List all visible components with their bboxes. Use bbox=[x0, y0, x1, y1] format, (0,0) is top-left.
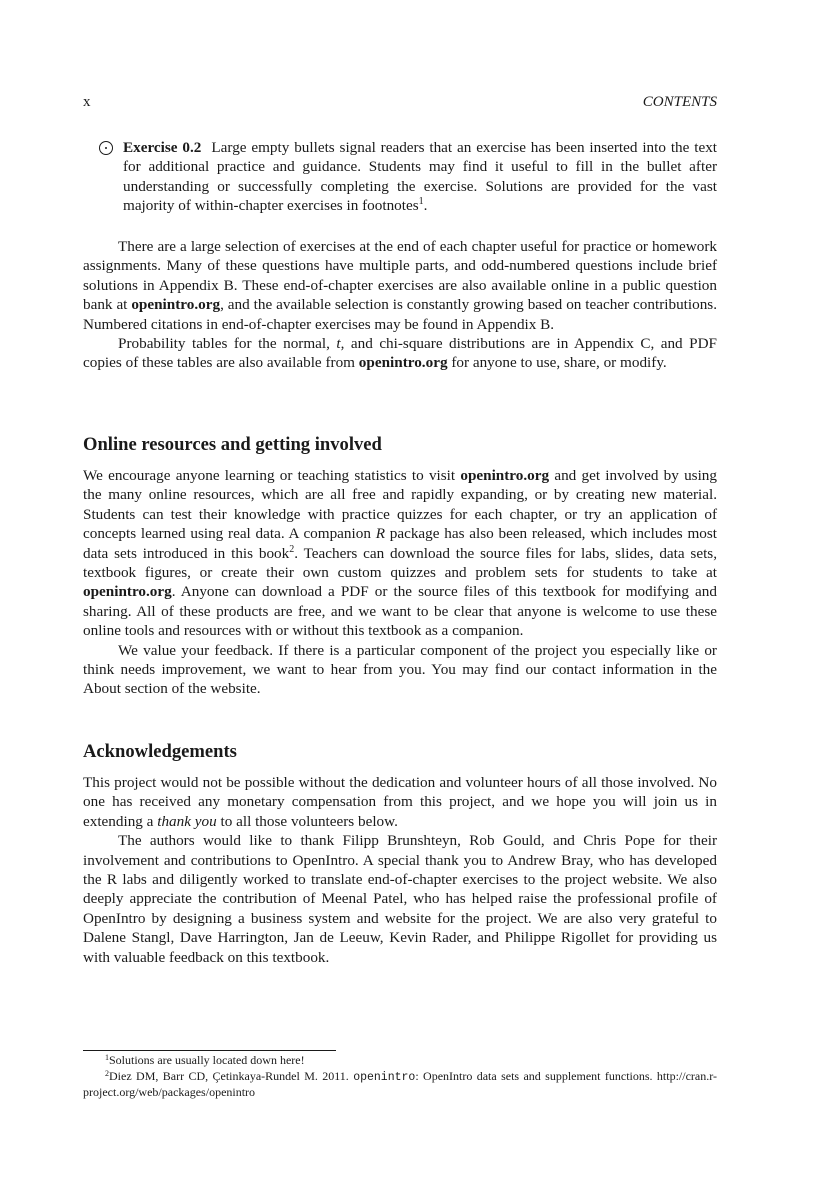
openintro-link[interactable]: openintro.org bbox=[460, 467, 550, 484]
text-run: and get involved by using the many online resources, which are all free and rapidly expanding, or by creating new material. Students can test their knowledge with practice quizzes for each chapter, or try an application of concepts learned using real data. A companion bbox=[83, 467, 717, 543]
section-heading-online-resources: Online resources and getting involved bbox=[83, 434, 382, 455]
paragraph bbox=[83, 334, 717, 373]
exercise-text-end: . bbox=[423, 197, 428, 215]
exercise-text: Large empty bullets signal readers that an exercise has been inserted into the text for additional practice and guidance. Students may find it useful to fill in the bullet after understanding or successfully completing the exercise. Solutions are provided for the vast majority of within-chapter exercises in footnotes bbox=[123, 139, 718, 215]
emphasis: thank you bbox=[157, 812, 217, 830]
text-run: , and chi-square distributions are in Appendix C, and PDF copies of these tables are also available from bbox=[83, 335, 717, 372]
openintro-link[interactable]: openintro.org bbox=[358, 354, 448, 372]
exercise-body bbox=[123, 138, 717, 216]
footnotes bbox=[83, 1053, 717, 1101]
text-run: package has also been released, which includes most data sets introduced in this book bbox=[83, 525, 718, 562]
text-run: There are a large selection of exercises at the end of each chapter useful for practice or homework assignments. Many of these questions have multiple parts, and odd-numbered questions include brief solutions in Appendix B. These end-of-chapter exercises are also available online in a public question bank at bbox=[83, 238, 717, 314]
section-heading-acknowledgements: Acknowledgements bbox=[83, 741, 237, 762]
large-empty-bullet-icon bbox=[99, 141, 113, 155]
footnote-ref[interactable]: 2 bbox=[289, 543, 295, 555]
text-run: . Anyone can download a PDF or the source files of this textbook for modifying and sharing. All of these products are free, and we want to be clear that anyone is welcome to use these online tools and resources with or without this textbook as a companion. bbox=[83, 583, 717, 640]
openintro-link[interactable]: openintro.org bbox=[83, 583, 172, 601]
footnote-text: Solutions are usually located down here! bbox=[109, 1053, 305, 1067]
chapter-title: CONTENTS bbox=[642, 94, 717, 110]
footnote-divider bbox=[83, 1050, 336, 1051]
openintro-link[interactable]: openintro.org bbox=[131, 296, 221, 314]
text-run: , and the available selection is constantly growing based on teacher contributions. Numbered citations in end-of-chapter exercises may be found in Appendix B. bbox=[83, 296, 717, 333]
paragraph bbox=[83, 773, 717, 831]
footnote-1 bbox=[83, 1053, 717, 1069]
footnote-mark: 2 bbox=[105, 1068, 109, 1078]
acknowledgements-paragraphs bbox=[83, 773, 717, 967]
text-run: . Teachers can download the source files for labs, slides, data sets, textbook figures, or create their own custom quizzes and problem sets for students to take at bbox=[83, 544, 718, 582]
r-language: R bbox=[375, 525, 385, 543]
exercise-block bbox=[99, 138, 717, 216]
package-name: openintro bbox=[353, 1070, 416, 1084]
text-run: This project would not be possible without the dedication and volunteer hours of all those involved. No one has received any monetary compensation from this project, and we hope you will join us in extending a bbox=[83, 774, 717, 830]
text-run: Probability tables for the normal, bbox=[118, 335, 337, 353]
paragraph bbox=[83, 466, 717, 641]
online-resources-paragraphs bbox=[83, 466, 717, 699]
paragraph: We value your feedback. If there is a particular component of the project you especially like or think needs improvement, we want to hear from you. You may find our contact information in the About section of the website. bbox=[83, 641, 717, 698]
footnote-text: Diez DM, Barr CD, Çetinkaya-Rundel M. 2011. bbox=[109, 1068, 354, 1083]
text-run: to all those volunteers below. bbox=[216, 812, 398, 830]
footnote-ref[interactable]: 1 bbox=[418, 196, 424, 208]
running-header bbox=[83, 94, 717, 114]
text-run: for anyone to use, share, or modify. bbox=[447, 354, 667, 372]
exercise-label: Exercise 0.2 bbox=[123, 139, 202, 156]
footnote-2 bbox=[83, 1069, 717, 1101]
page-number: x bbox=[83, 94, 91, 110]
paragraph bbox=[83, 237, 717, 334]
intro-paragraphs bbox=[83, 237, 717, 373]
footnote-text: : OpenIntro data sets and supplement functions. http://cran.r-project.org/web/packages/openintro bbox=[83, 1068, 717, 1099]
text-run: We encourage anyone learning or teaching statistics to visit bbox=[83, 467, 461, 484]
footnote-mark: 1 bbox=[105, 1053, 109, 1062]
math-t: t bbox=[336, 335, 341, 353]
paragraph: The authors would like to thank Filipp Brunshteyn, Rob Gould, and Chris Pope for their involvement and contributions to OpenIntro. A special thank you to Andrew Bray, who has developed the R labs and diligently worked to translate end-of-chapter exercises to the project website. We also deeply appreciate the contribution of Meenal Patel, who has helped raise the professional profile of OpenIntro by designing a business system and website for the project. We are also very grateful to Dalene Stangl, Dave Harrington, Jan de Leeuw, Kevin Rader, and Philippe Rigollet for providing us with valuable feedback on this textbook. bbox=[83, 832, 717, 966]
